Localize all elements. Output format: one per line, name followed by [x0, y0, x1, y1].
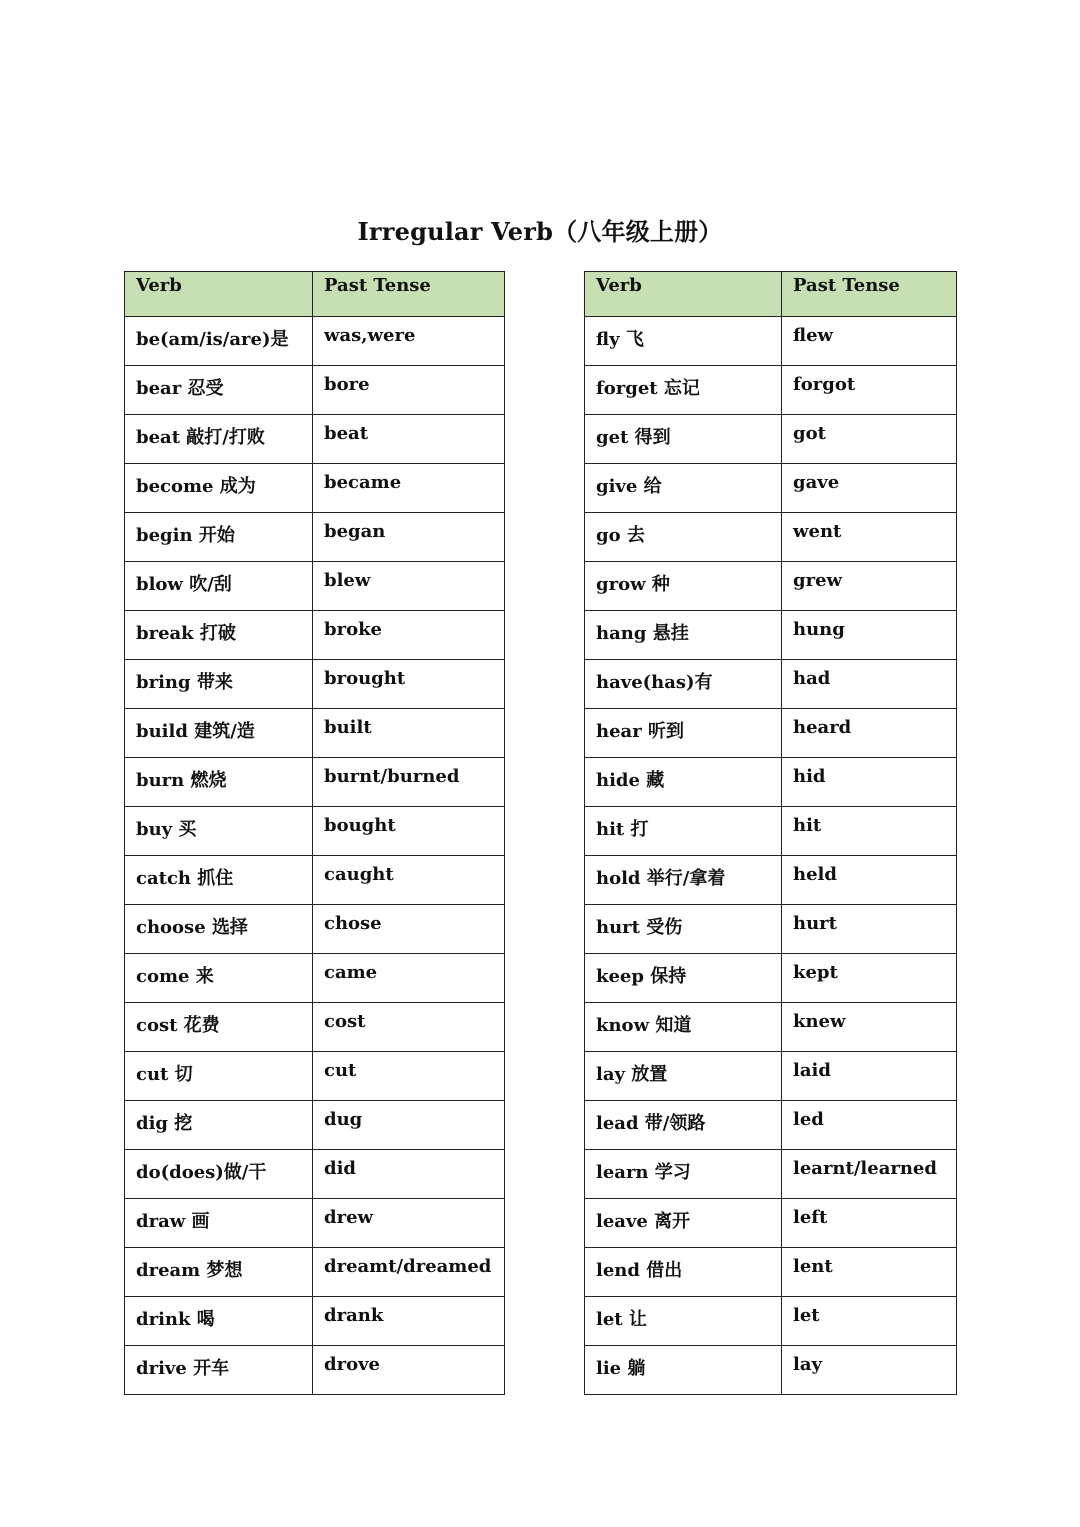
verb-cell: be(am/is/are)是 — [125, 317, 313, 366]
past-tense-cell: hid — [782, 758, 957, 807]
past-tense-cell: lent — [782, 1248, 957, 1297]
past-tense-cell: built — [313, 709, 505, 758]
table-row — [125, 317, 505, 366]
table-header-row — [585, 272, 957, 317]
past-tense-cell: hurt — [782, 905, 957, 954]
past-tense-cell: came — [313, 954, 505, 1003]
past-tense-cell: brought — [313, 660, 505, 709]
past-tense-cell: cut — [313, 1052, 505, 1101]
verb-cell: bear 忍受 — [125, 366, 313, 415]
past-tense-cell: went — [782, 513, 957, 562]
verb-cell: cost 花费 — [125, 1003, 313, 1052]
table-row — [585, 1101, 957, 1150]
table-row — [125, 464, 505, 513]
table-row — [585, 1150, 957, 1199]
verb-cell: learn 学习 — [585, 1150, 782, 1199]
past-tense-cell: bore — [313, 366, 505, 415]
past-tense-cell: was,were — [313, 317, 505, 366]
past-tense-cell: forgot — [782, 366, 957, 415]
verb-cell: cut 切 — [125, 1052, 313, 1101]
verb-cell: drive 开车 — [125, 1346, 313, 1395]
table-row — [585, 905, 957, 954]
verb-cell: become 成为 — [125, 464, 313, 513]
table-row — [125, 366, 505, 415]
table-row — [125, 807, 505, 856]
verb-cell: hold 举行/拿着 — [585, 856, 782, 905]
past-tense-cell: did — [313, 1150, 505, 1199]
header-past-tense: Past Tense — [313, 272, 505, 317]
table-row — [125, 905, 505, 954]
table-row — [585, 807, 957, 856]
verb-cell: know 知道 — [585, 1003, 782, 1052]
past-tense-cell: chose — [313, 905, 505, 954]
past-tense-cell: drew — [313, 1199, 505, 1248]
verb-cell: have(has)有 — [585, 660, 782, 709]
verb-table-left — [124, 271, 505, 1395]
verb-cell: dream 梦想 — [125, 1248, 313, 1297]
table-row — [125, 1052, 505, 1101]
verb-cell: fly 飞 — [585, 317, 782, 366]
verb-cell: begin 开始 — [125, 513, 313, 562]
table-row — [125, 660, 505, 709]
past-tense-cell: held — [782, 856, 957, 905]
past-tense-cell: led — [782, 1101, 957, 1150]
verb-cell: do(does)做/干 — [125, 1150, 313, 1199]
table-row — [585, 856, 957, 905]
table-row — [125, 415, 505, 464]
verb-cell: hang 悬挂 — [585, 611, 782, 660]
verb-cell: buy 买 — [125, 807, 313, 856]
past-tense-cell: drank — [313, 1297, 505, 1346]
past-tense-cell: beat — [313, 415, 505, 464]
page-title: Irregular Verb（八年级上册） — [357, 217, 723, 246]
past-tense-cell: got — [782, 415, 957, 464]
past-tense-cell: laid — [782, 1052, 957, 1101]
verb-cell: drink 喝 — [125, 1297, 313, 1346]
past-tense-cell: grew — [782, 562, 957, 611]
table-row — [585, 415, 957, 464]
verb-cell: keep 保持 — [585, 954, 782, 1003]
verb-cell: lie 躺 — [585, 1346, 782, 1395]
table-row — [125, 1199, 505, 1248]
table-row — [125, 1150, 505, 1199]
table-row — [125, 513, 505, 562]
table-row — [125, 562, 505, 611]
table-row — [585, 464, 957, 513]
table-row — [585, 317, 957, 366]
table-row — [125, 709, 505, 758]
table-row — [585, 611, 957, 660]
table-row — [125, 1101, 505, 1150]
past-tense-cell: lay — [782, 1346, 957, 1395]
table-row — [125, 1003, 505, 1052]
header-past-tense: Past Tense — [782, 272, 957, 317]
past-tense-cell: hung — [782, 611, 957, 660]
verb-cell: get 得到 — [585, 415, 782, 464]
verb-cell: hear 听到 — [585, 709, 782, 758]
header-verb: Verb — [125, 272, 313, 317]
past-tense-cell: broke — [313, 611, 505, 660]
past-tense-cell: knew — [782, 1003, 957, 1052]
verb-cell: let 让 — [585, 1297, 782, 1346]
past-tense-cell: gave — [782, 464, 957, 513]
table-row — [585, 709, 957, 758]
table-row — [585, 1346, 957, 1395]
past-tense-cell: dreamt/dreamed — [313, 1248, 505, 1297]
verb-cell: blow 吹/刮 — [125, 562, 313, 611]
past-tense-cell: flew — [782, 317, 957, 366]
table-row — [585, 513, 957, 562]
table-row — [585, 758, 957, 807]
past-tense-cell: bought — [313, 807, 505, 856]
past-tense-cell: dug — [313, 1101, 505, 1150]
table-row — [125, 954, 505, 1003]
verb-cell: choose 选择 — [125, 905, 313, 954]
table-row — [585, 1199, 957, 1248]
table-row — [125, 1297, 505, 1346]
table-row — [585, 1052, 957, 1101]
verb-cell: give 给 — [585, 464, 782, 513]
past-tense-cell: kept — [782, 954, 957, 1003]
verb-cell: come 来 — [125, 954, 313, 1003]
table-row — [125, 758, 505, 807]
past-tense-cell: cost — [313, 1003, 505, 1052]
verb-cell: dig 挖 — [125, 1101, 313, 1150]
verb-cell: hide 藏 — [585, 758, 782, 807]
past-tense-cell: caught — [313, 856, 505, 905]
past-tense-cell: drove — [313, 1346, 505, 1395]
verb-cell: lend 借出 — [585, 1248, 782, 1297]
verb-cell: build 建筑/造 — [125, 709, 313, 758]
verb-cell: break 打破 — [125, 611, 313, 660]
past-tense-cell: blew — [313, 562, 505, 611]
table-row — [585, 1248, 957, 1297]
verb-cell: draw 画 — [125, 1199, 313, 1248]
verb-cell: catch 抓住 — [125, 856, 313, 905]
past-tense-cell: let — [782, 1297, 957, 1346]
header-verb: Verb — [585, 272, 782, 317]
table-row — [585, 366, 957, 415]
verb-cell: beat 敲打/打败 — [125, 415, 313, 464]
past-tense-cell: learnt/learned — [782, 1150, 957, 1199]
verb-cell: lay 放置 — [585, 1052, 782, 1101]
past-tense-cell: hit — [782, 807, 957, 856]
verb-table-right — [584, 271, 957, 1395]
verb-cell: hit 打 — [585, 807, 782, 856]
table-row — [125, 1346, 505, 1395]
table-row — [125, 1248, 505, 1297]
table-row — [585, 1297, 957, 1346]
table-row — [585, 954, 957, 1003]
verb-cell: grow 种 — [585, 562, 782, 611]
verb-cell: forget 忘记 — [585, 366, 782, 415]
past-tense-cell: began — [313, 513, 505, 562]
table-row — [585, 1003, 957, 1052]
table-row — [125, 856, 505, 905]
verb-cell: go 去 — [585, 513, 782, 562]
past-tense-cell: became — [313, 464, 505, 513]
verb-cell: bring 带来 — [125, 660, 313, 709]
past-tense-cell: had — [782, 660, 957, 709]
table-header-row — [125, 272, 505, 317]
verb-cell: hurt 受伤 — [585, 905, 782, 954]
verb-cell: lead 带/领路 — [585, 1101, 782, 1150]
past-tense-cell: heard — [782, 709, 957, 758]
verb-cell: leave 离开 — [585, 1199, 782, 1248]
verb-cell: burn 燃烧 — [125, 758, 313, 807]
table-row — [125, 611, 505, 660]
past-tense-cell: left — [782, 1199, 957, 1248]
past-tense-cell: burnt/burned — [313, 758, 505, 807]
table-row — [585, 562, 957, 611]
table-row — [585, 660, 957, 709]
